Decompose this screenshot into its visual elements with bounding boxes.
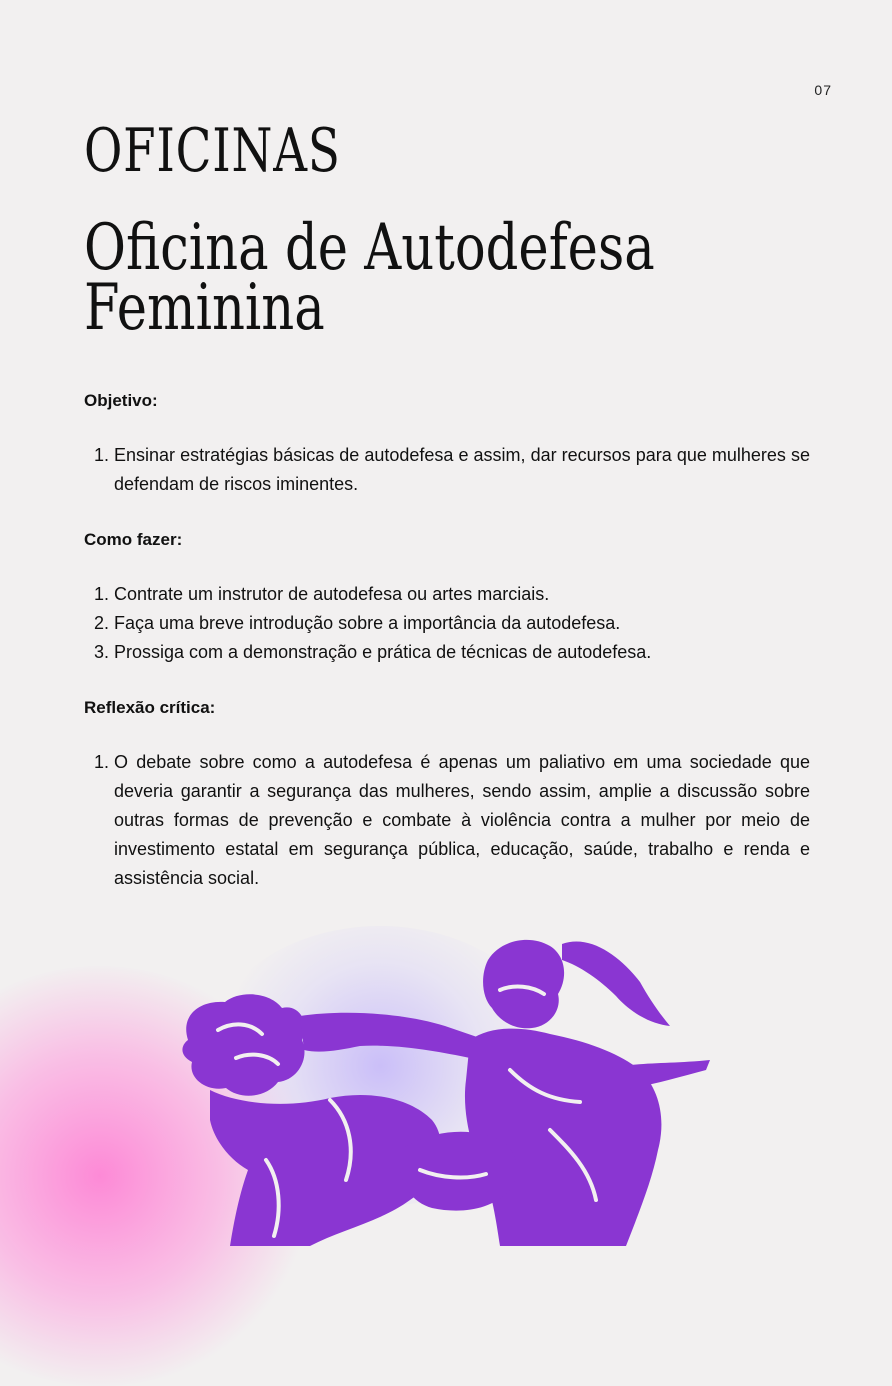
section-title: OFICINAS — [84, 116, 341, 186]
list-item: 3. Prossiga com a demonstração e prática de técnicas de autodefesa. — [114, 638, 810, 667]
section-how-to — [84, 525, 810, 667]
section-heading: Objetivo: — [84, 391, 158, 410]
list-item: 1. Ensinar estratégias básicas de autodefesa e assim, dar recursos para que mulheres se defendam de riscos iminentes. — [114, 441, 810, 499]
section-heading: Como fazer: — [84, 530, 183, 549]
content-body — [84, 386, 810, 919]
reflection-list — [84, 748, 810, 893]
section-heading: Reflexão crítica: — [84, 698, 216, 717]
section-objective — [84, 386, 810, 499]
list-item: 1. Contrate um instrutor de autodefesa ou artes marciais. — [114, 580, 810, 609]
how-to-list — [84, 580, 810, 667]
list-item: 2. Faça uma breve introdução sobre a importância da autodefesa. — [114, 609, 810, 638]
objective-list — [84, 441, 810, 499]
workshop-title: Oficina de Autodefesa Feminina — [84, 211, 655, 345]
page-number: 07 — [814, 82, 832, 98]
section-critical-reflection — [84, 693, 810, 893]
list-item: 1. O debate sobre como a autodefesa é apenas um paliativo em uma sociedade que deveria garantir a segurança das mulheres, sendo assim, amplie a discussão sobre outras formas de prevenção e combate à violência contra a mulher por meio de investimento estatal em segurança pública, educação, saúde, trabalho e renda e assistência social. — [114, 748, 810, 893]
self-defense-illustration-icon — [170, 930, 730, 1246]
